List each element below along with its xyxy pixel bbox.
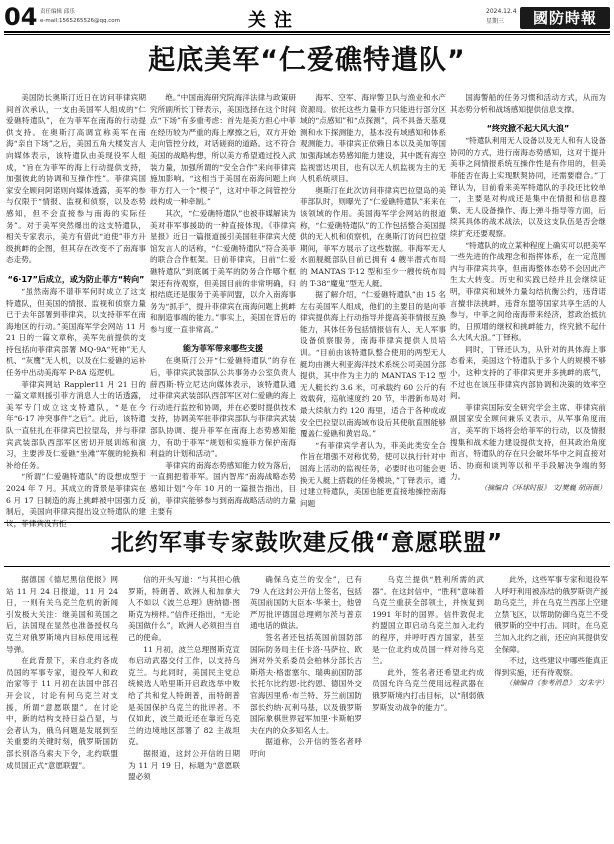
paragraph: 据了解介绍，“仁爱礁特遣队”由 15 名左右美国军人组成，他们的主要目的是向菲律宾提供海上行动指导并提高美菲情报互换能力，其体任务包括情报信有人、无人军事设备侦察服务，南海菲律宾提供人员培训。“目前由该特遣队整合使用的两型无人艇均由澳大利亚海洋技术系统公司美国分部提供，其中作为主力的 MANTAS T-12 型无人艇长约 3.6 米，可承载约 60 公斤的有效载荷，巡航速度约 20 节，半潜新布局对最大续航力约 120 海里，适合于各种成或安全巴拉望以南海域布设后其使航直围能够覆盖仁爱礁和黄岩岛。” [300,290,446,439]
paragraph: 菲律宾的南海态势感知能力较为落后，一直拥把着菲军。国内智库“南海战略态势感知计划”今年 10 月的一篇报告指出，目前，菲律宾能够参与到南海战略活动的力量主要有 [150,460,296,517]
article2-column-3 [250,574,362,840]
article1-byline: （摘编自《环球时报》 文/樊巍 胡雨薇） [480,484,606,492]
article1-subhead-2: 能为菲军带来哪些支援 [183,344,263,354]
weekday-text: 星期三 [486,18,505,25]
paragraph: 国海警船的任务习惯和活动方式，从而为其态势分析和战场感知提供信息支撑。 [450,93,606,114]
paragraph: 奥斯汀在此次访问菲律宾巴拉望岛的美菲部队时，则曝光了“仁爱礁特遣队”来来在该领域的作用。美国海军学会网站的报道称，“仁爱礁特遣队”的工作包括整合美国提供的无人机和侦察机，在奥斯汀访问巴拉望期间，菲军方展示了这些数据。菲海军无人水面舰艇部队目前已拥有 4 艘半潜式布局的 MANTAS T-12 型和至少一艘传统布局的 T-38“魔鬼”型无人艇。 [300,185,446,288]
paragraph: 美国防长奥斯汀近日在访问菲律宾期间首次承认，一支由美国军人组成的“仁爱礁特遣队”，在为菲军在南海的行动提供支持。在奥斯汀高调宣称美军在南海“亲自下场”之后，美国五角大楼发言人向媒体表示，该特遣队由美现役军人组成，“旨在为菲军的海上行动提供支持，加强彼此的协调和互操作性”。菲律宾国家安全顾问阿诺则向媒体透露，美军的参与仅限于“情报、监视和侦察，以及态势感知，但不会直接参与南海的实际任务”。对于美军突然爆出的这支特遣队，相关专家表示，美方有借此“迫使”菲方升级挑衅的企图，但其存在改变不了南海事态走势。 [6,93,146,265]
paragraph: 在此背景下，来自北约各成员国的军事专家，退役军人和政治家等于 11 月初在法国中部召开会议，讨论有何乌克兰对支援，所谓“意愿联盟”。在讨论中，新的结构支持日益凸显，与会者认为，俄乌问题是发展到至关重要的关键时刻，俄罗斯国防部长别洛乌索夫下令，北约联盟成员国正式“意愿联盟”。 [6,656,118,770]
article1-column-4 [450,92,606,518]
paragraph: 签名者还包括英国前国防部国际防务局主任卡洛·马萨拉、欧洲对外关系委员会柏林分部长古斯塔夫·格雷塞尔、瑞典前国防部长托尔比约恩·比约恩、德国外交官海因里希·布兰特、芬兰前国防部长约纳·瓦利马基，以及俄罗斯国际象棋世界冠军加里·卡斯帕罗夫在内的众多知名人士。 [250,632,362,735]
paragraph: 海军、空军、海岸警卫队与渔业和水产资源局。依托这些力量菲方只能进行部分区域的“点感知”和“点探测”，尚不具备天基观测和水下探测能力，基本没有域感知和体系观测能力。菲律宾正依赖日本以及美加等国加强海域态势感知能力建设，其中既有海空监视雷达项目，也有以无人机监视为主的无人机系统项目。 [300,93,446,184]
paragraph: “特遣队的成立某种程度上确实可以把美军一些先进的作战理念和指挥体系，在一定范围内与菲律宾共享，但南海整体态势不会因此产生太大转变。历史和实践已经并且会继续证明，菲律宾和域外力量勾结抗衡公约，违背诺言擅非法挑衅，违背东盟等国家共享生活的人参与，中菲之间给南海带来经济，惹政治抵抗的，日照增的继权和挑衅能力，终究掀不起什么大风大浪。”丁铎称。 [450,240,606,343]
paragraph: 此外，签名者还希望北约成员国允许乌克兰使用远程武器在俄罗斯境内打击目标，以“削弱俄罗斯发动战争的能力”。 [372,667,484,712]
paragraph: 此外，这些军事专家和退役军人呼吁利用被冻结的俄罗斯资产援助乌克兰，并在乌克兰西部上空建立禁飞区，以帮助防御乌克兰不受俄罗斯的空中打击。同时，在乌克兰加入北约之前，还应向其提供安全保障。 [494,575,608,654]
paragraph: 不过，这些建议中哪些能真正得到实施，还有待观察。 [494,656,608,677]
section-title: 关注 [248,10,300,31]
article2-column-4 [372,574,484,840]
paragraph: 据报道，这封公开信的日期为 11 月 19 日，标题为“意愿联盟必须 [128,748,240,782]
article2-rule [4,566,610,567]
paragraph: “有菲律宾学者认为，菲美此类安全合作旨在增强不对称优势，使可以执行针对中国海上活动的监视任务，必要时也可能会更换无人艇上搭载的任务模块，”丁铎表示，通过建立特遣队，美国也能更直接地操控南海问题 [300,440,446,508]
article1-subhead-1: “6·17”后成立，或为防止菲方“转向” [7,274,145,284]
article2-headline: 北约军事专家鼓吹建反俄“意愿联盟” [110,530,504,556]
article1-column-2 [150,92,296,518]
article1-headline: 起底美军“仁爱礁特遣队” [148,45,466,76]
paragraph: 11 月初，波兰总理图斯克宣布启动武器交付工作，以支持乌克兰。与此同时，美国民主党总统候选人哈里斯开启政选举中败给了共和党人特朗普，而特朗普是美国保护乌克兰的批评者。不仅如此，波兰最近还在靠近乌克兰的边境地区部署了 82 主战坦克。 [128,644,240,747]
paragraph: “所谓”仁爱礁特遣队”的设想成型于 2024 年 7 月。其成立的背景是菲律宾在 6 月 17 日制造的海上挑衅被中国强力反制后，美国向菲律宾提出设立特遣队的建议，菲律宾没有拒 [6,472,146,528]
article2-column-1 [6,574,118,840]
date-text: 2024.12.4 [486,8,517,15]
paragraph: 乌克兰提供“胜利所需的武器”。在这封信中，“胜利”意味着乌克兰重获全部领土，并恢复到 1991 年时的国界。信件敦促北约盟国立即启动乌克兰加入北约的程序，并呼吁西方国家，甚至是一位北约成员国一样对待乌克兰。 [372,575,484,666]
paragraph: 据道称，公开信的签名者呼吁向 [250,737,362,758]
editor-name: 责任编辑 邱乐 [40,9,75,15]
paragraph: 菲律宾网站 Rappler11 月 21 日的一篇文章则援引菲方消息人士的话透露，美军专门成立这支特遣队，“是在今年“6·17 冲突事件”之后”。此后，该特遣队一直驻扎在菲律宾巴拉望岛，并与菲律宾武装部队西部军区密切开展训练和演习，主要涉及仁爱礁“坐滩”军舰的轮换和补给任务。 [6,379,146,470]
paragraph: 据德国《德尼黑信使报》网站 11 月 24 日报道，11 月 24 日，一则有关乌克兰危机的新闻引发极大关注：继美国和英国之后，法国现在显然也准备授权乌克兰对俄罗斯境内目标使用远程导弹。 [6,575,118,654]
editor-email: e-mail:1565265526@qq.com [40,18,120,24]
article2-column-2 [128,574,240,840]
paragraph: 在奥斯汀公开“仁爱礁特遣队”的存在后，菲律宾武装部队公共事务办公室负责人薛西斯·特立尼达向媒体表示，该特遣队通过菲律宾武装部队西部军区对仁爱礁的海上行动进行监控和协调，并在必要时提供技术支持，协调美军驻菲律宾部队与菲律宾武装部队协调、提升菲军在南海上态势感知能力，有助于菲军“规划和实施菲方保护南海利益的计划和活动”。 [150,356,296,459]
article1-column-1 [6,92,146,528]
paragraph: 确保乌克兰的安全”，已有 79 人在这封公开信上签名，包括英国前国防大臣本·华莱士，他曾严厉批评德国总理朔尔茨与普京通电话的做法。 [250,575,362,631]
paragraph: 信的开头写道：“与其担心俄罗斯，特朗普、欧洲人和加拿大人不如以《波兰总理》唐纳德·图斯克为榜样。”信件还指出，“无论美国做什么”，欧洲人必须担当自己的使命。 [128,575,240,642]
article1-subhead-3: “终究掀不起大风大浪” [486,124,570,134]
paragraph: 绝。”中国南海研究院海洋法律与政策研究所副所长丁铎表示，美国选择在这个时间点“下场”有多重考虑：首先是美方担心中菲在经历较为严重的海上摩擦之后，双方开始走向管控分歧，对话磋商的道路。这不符合美国的战略构想，所以美方希望通过投入武装力量，加强所谓的“安全合作”来向菲律宾施加影响。“这相当于美国在南海问题上向菲方打入一个“楔子”，这对中菲之间管控分歧构成一种牵制。” [150,93,296,207]
paragraph: “虽然南海不谱菲军何时成立了这支特遣队，但美国的情报、监视和侦察力量已于去年部署到菲律宾，以支持菲军在南海地区的行动。”美国海军学会网站 11 月 21 日的一篇文章称，美军先前提供的支持包括向菲律宾部署 MQ-9A“死神”无人机、“灰鹰”无人机，以及在仁爱礁的运补任务中出动美海军 P-8A 巡逻机。 [6,286,146,378]
paragraph: 其次，“仁爱礁特遣队”也被菲媒解读为美对菲军事援助的一种直接体现。《菲律宾星报》近日一篇报道援引美国驻菲律宾大使馆发言人的话称，“仁爱礁特遣队”符合美菲的联合合作框架。日前菲律宾，日前“仁爱礁特遣队”到底属于美军的防务合作哪个框架还有待观察，但美国目前的非常明确，归根结底还是服务于美菲同盟，以介入南海事务为“抓手”，提升菲律宾在南海问题上挑衅和制造事端的能力。”事实上，美国在背后的参与度一直非常高。” [150,208,296,334]
article2-byline: （摘编自《参考消息》 文/朱宇） [505,679,608,688]
header-rule [4,31,610,33]
paragraph: 同时，丁铎还认为，从针对的具体海上事态看来，美国这个特遣队于多个人的规模不够小，这种支持的了菲律宾更并多挑衅的底气，不过也在该压菲律宾内部协调和决策的效率空间。 [450,344,606,401]
article-divider [4,522,610,523]
paragraph: 菲律宾国际安全研究学会主席、菲律宾前副国家安全顾问兼乐义表示，从军事角度而言，美军的下场将会给菲军的行动，以及情报搜集和战术能力建设提供支持，但其政治角度而言，特遣队的存在只会破坏华中之间直接对话、协商和谈判等以和平手段解决争端的努力。 [450,402,606,482]
page-header [4,4,610,32]
page-number: 04 [4,3,38,31]
article1-column-3 [300,92,446,518]
header-rule-thin [4,34,610,35]
issue-date [486,7,517,27]
paragraph: “特遣队利用无人设备以及无人和有人设备协同的方式，进行南海态势感知，这对于提升美菲之间情报系统互操作性是有作用的，但美菲能否在海上实现默契协同，还需要磨合。”丁铎认为，目前看来美军特遣队的手段还比较单一，主要是对构成还是集中在情报和信息搜集、无人设备操作、海上弹斗指导等方面，后续其具体的战术战法，以及这支队伍是否会继续扩充还要观察。 [450,136,606,238]
editor-info [40,8,120,26]
masthead-logo: 國防時報 [520,7,610,29]
article2-column-5 [494,574,608,840]
